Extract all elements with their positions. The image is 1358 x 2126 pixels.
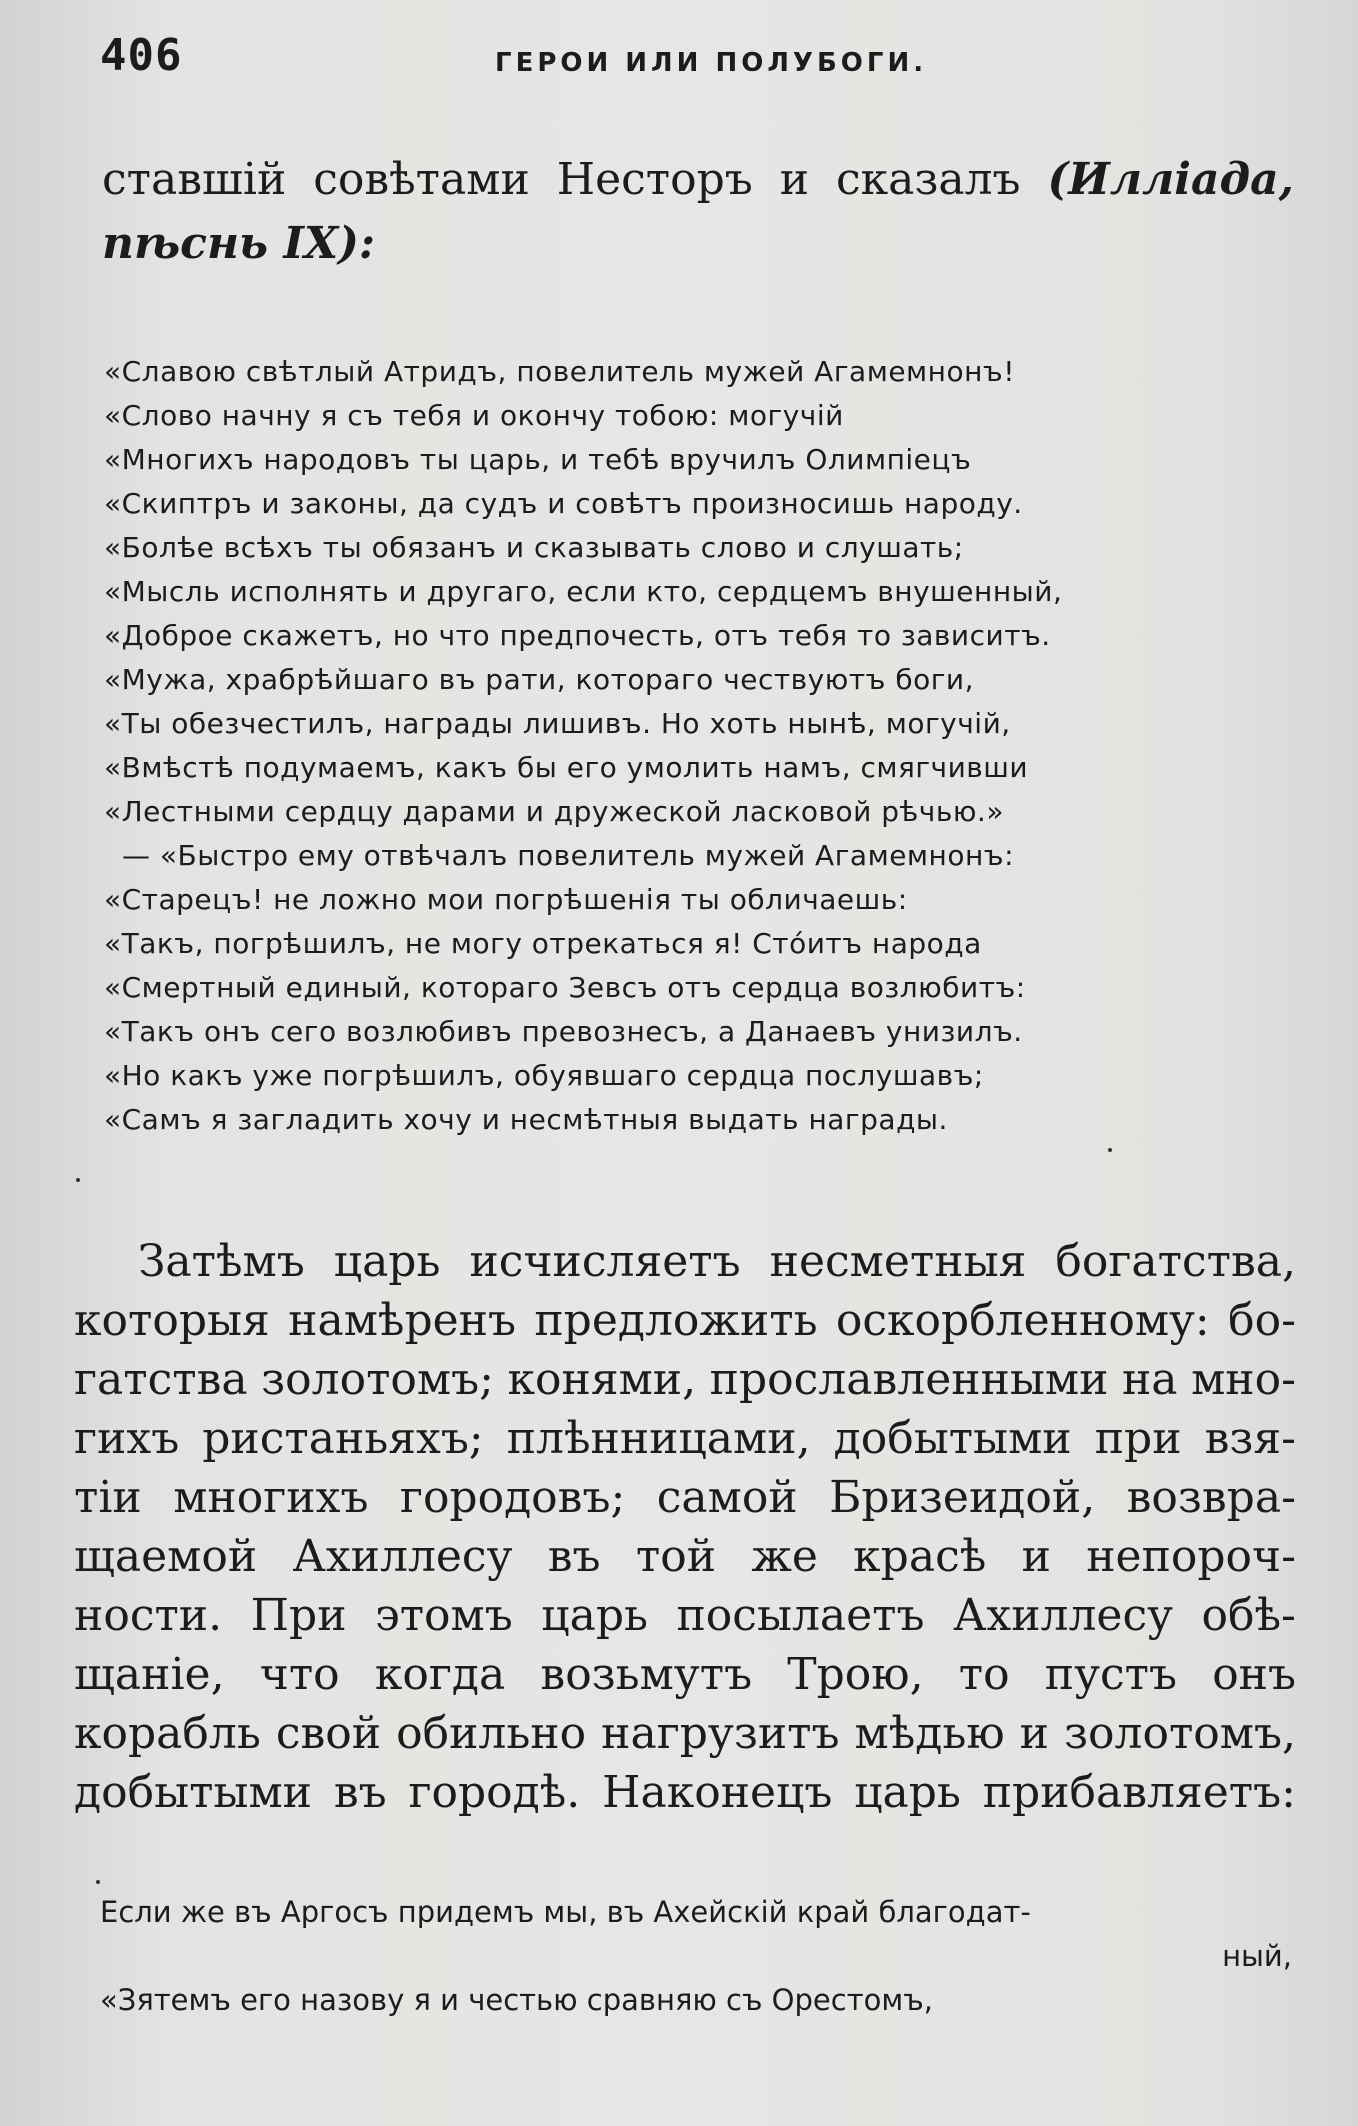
- paragraph-word: городѣ.: [408, 1767, 581, 1818]
- verse-line: «Лестными сердцу дарами и дружеской ласковой рѣчью.»: [104, 795, 1004, 828]
- verse-line: — «Быстро ему отвѣчалъ повелитель мужей Агамемнонъ:: [122, 839, 1015, 872]
- paragraph-line: [74, 1468, 1296, 1527]
- paragraph-word: непороч-: [1086, 1531, 1296, 1582]
- paragraph-word: и: [1021, 1531, 1051, 1582]
- verse-line: «Болѣе всѣхъ ты обязанъ и сказывать слово и слушать;: [104, 531, 964, 564]
- paragraph-line: [74, 1409, 1296, 1468]
- paragraph-word: на: [1121, 1354, 1178, 1405]
- paragraph-word: возьмутъ: [540, 1649, 753, 1700]
- paragraph-word: Затѣмъ: [138, 1236, 305, 1287]
- intro-word: и: [779, 154, 810, 205]
- paragraph-word: царь: [854, 1767, 961, 1818]
- verse-line: «Слово начну я съ тебя и окончу тобою: могучій: [104, 399, 844, 432]
- paragraph-word: взя-: [1204, 1413, 1296, 1464]
- verse-line: «Самъ я загладить хочу и несмѣтныя выдать награды.: [104, 1103, 948, 1136]
- paragraph-word: пустъ: [1044, 1649, 1177, 1700]
- paragraph-word: Бризеидой,: [829, 1472, 1096, 1523]
- paragraph-line: [74, 1527, 1296, 1586]
- paragraph-word: плѣнницами,: [506, 1413, 811, 1464]
- paragraph-word: посылаетъ: [676, 1590, 925, 1641]
- paragraph-word: исчисляетъ: [469, 1236, 741, 1287]
- verse-line: «Скиптръ и законы, да судъ и совѣтъ произносишь народу.: [104, 487, 1023, 520]
- paragraph-word: щаемой: [74, 1531, 258, 1582]
- verse-quote-2: [100, 1890, 1300, 2022]
- paragraph-word: прибавляетъ:: [982, 1767, 1296, 1818]
- prose-paragraph: [74, 1232, 1296, 1822]
- paragraph-word: При: [250, 1590, 347, 1641]
- paragraph-word: въ: [547, 1531, 601, 1582]
- paragraph-word: Ахиллесу: [953, 1590, 1173, 1641]
- paragraph-word: нагрузитъ: [601, 1708, 840, 1759]
- paragraph-word: то: [958, 1649, 1010, 1700]
- paragraph-word: гихъ: [74, 1413, 180, 1464]
- intro-line-1: [102, 148, 1294, 212]
- verse-line: «Но какъ уже погрѣшилъ, обуявшаго сердца послушавъ;: [104, 1059, 984, 1092]
- paragraph-word: что: [259, 1649, 340, 1700]
- paragraph-word: самой: [656, 1472, 798, 1523]
- ink-speck: [1108, 1148, 1112, 1152]
- intro-text: [102, 148, 1294, 276]
- paragraph-word: обильно: [396, 1708, 587, 1759]
- verse-line: «Славою свѣтлый Атридъ, повелитель мужей Агамемнонъ!: [104, 355, 1015, 388]
- paragraph-word: гатства: [74, 1354, 248, 1405]
- verse-line-continuation: ный,: [1222, 1939, 1292, 1973]
- paragraph-word: городовъ;: [399, 1472, 626, 1523]
- intro-word: сказалъ: [835, 154, 1021, 205]
- paragraph-word: мѣдью: [854, 1708, 1005, 1759]
- paragraph-word: онъ: [1212, 1649, 1296, 1700]
- ink-speck: [96, 1880, 100, 1884]
- paragraph-word: въ: [333, 1767, 387, 1818]
- paragraph-word: богатства,: [1055, 1236, 1296, 1287]
- paragraph-word: бо-: [1228, 1295, 1296, 1346]
- paragraph-word: царь: [333, 1236, 441, 1287]
- verse-line: «Старецъ! не ложно мои погрѣшенія ты обличаешь:: [104, 883, 908, 916]
- intro-word: совѣтами: [313, 154, 530, 205]
- paragraph-word: когда: [374, 1649, 506, 1700]
- paragraph-word: щаніе,: [74, 1649, 225, 1700]
- paragraph-word: добытыми: [833, 1413, 1072, 1464]
- intro-word: ставшій: [102, 154, 287, 205]
- paragraph-line: [74, 1586, 1296, 1645]
- paragraph-word: прославленными: [709, 1354, 1109, 1405]
- paragraph-word: обѣ-: [1201, 1590, 1296, 1641]
- paragraph-word: несметныя: [769, 1236, 1027, 1287]
- paragraph-word: и: [1019, 1708, 1049, 1759]
- verse-line: «Доброе скажетъ, но что предпочесть, отъ тебя то зависитъ.: [104, 619, 1051, 652]
- paragraph-word: же: [751, 1531, 818, 1582]
- paragraph-word: красѣ: [853, 1531, 987, 1582]
- paragraph-word: ности.: [74, 1590, 223, 1641]
- page-number: 406: [100, 30, 183, 81]
- paragraph-word: свой: [275, 1708, 382, 1759]
- paragraph-word: золотомъ,: [1064, 1708, 1296, 1759]
- paragraph-word: Трою,: [787, 1649, 924, 1700]
- paragraph-line: [74, 1704, 1296, 1763]
- verse-line: «Вмѣстѣ подумаемъ, какъ бы его умолить намъ, смягчивши: [104, 751, 1029, 784]
- paragraph-word: Наконецъ: [602, 1767, 833, 1818]
- verse-line: «Мысль исполнять и другаго, если кто, сердцемъ внушенный,: [104, 575, 1063, 608]
- intro-line-2: [102, 212, 1294, 276]
- paragraph-word: царь: [541, 1590, 648, 1641]
- paragraph-word: этомъ: [375, 1590, 513, 1641]
- paragraph-word: добытыми: [74, 1767, 313, 1818]
- intro-word: Несторъ: [556, 154, 753, 205]
- running-title: ГЕРОИ ИЛИ ПОЛУБОГИ.: [495, 48, 928, 78]
- paragraph-word: при: [1094, 1413, 1182, 1464]
- paragraph-line: [74, 1645, 1296, 1704]
- paragraph-word: мно-: [1191, 1354, 1296, 1405]
- paragraph-word: ристаньяхъ;: [202, 1413, 484, 1464]
- paragraph-line: [74, 1763, 1296, 1822]
- verse-line: «Мужа, храбрѣйшаго въ рати, котораго чествуютъ боги,: [104, 663, 975, 696]
- verse-line: «Зятемъ его назову я и честью сравняю съ Орестомъ,: [100, 1983, 933, 2017]
- intro-citation: (Илліада,: [1047, 154, 1294, 205]
- verse-line: Если же въ Аргосъ придемъ мы, въ Ахейскій край благодат-: [100, 1895, 1031, 1929]
- paragraph-word: той: [635, 1531, 717, 1582]
- ink-speck: [76, 1178, 80, 1182]
- paragraph-line: [74, 1350, 1296, 1409]
- paragraph-line: [74, 1291, 1296, 1350]
- paragraph-word: корабль: [74, 1708, 261, 1759]
- paragraph-word: Ахиллесу: [292, 1531, 513, 1582]
- paragraph-word: намѣренъ: [288, 1295, 516, 1346]
- verse-line: «Такъ, погрѣшилъ, не могу отрекаться я! Стóитъ народа: [104, 927, 982, 960]
- paragraph-word: возвра-: [1126, 1472, 1296, 1523]
- paragraph-line: [74, 1232, 1296, 1291]
- running-head: [100, 30, 1300, 90]
- paragraph-word: оскорбленному:: [835, 1295, 1210, 1346]
- intro-citation-cont: пѣснь IX):: [102, 218, 376, 269]
- paragraph-word: многихъ: [173, 1472, 369, 1523]
- verse-line: «Ты обезчестилъ, награды лишивъ. Но хоть нынѣ, могучій,: [104, 707, 1011, 740]
- verse-line: «Смертный единый, котораго Зевсъ отъ сердца возлюбитъ:: [104, 971, 1026, 1004]
- paragraph-word: предложить: [534, 1295, 818, 1346]
- paragraph-word: золотомъ;: [261, 1354, 494, 1405]
- paragraph-word: тіи: [74, 1472, 142, 1523]
- verse-line: «Такъ онъ сего возлюбивъ превознесъ, а Данаевъ унизилъ.: [104, 1015, 1023, 1048]
- paragraph-word: конями,: [507, 1354, 697, 1405]
- verse-quote-1: [104, 350, 1304, 1142]
- verse-line: «Многихъ народовъ ты царь, и тебѣ вручилъ Олимпіецъ: [104, 443, 972, 476]
- paragraph-word: которыя: [74, 1295, 270, 1346]
